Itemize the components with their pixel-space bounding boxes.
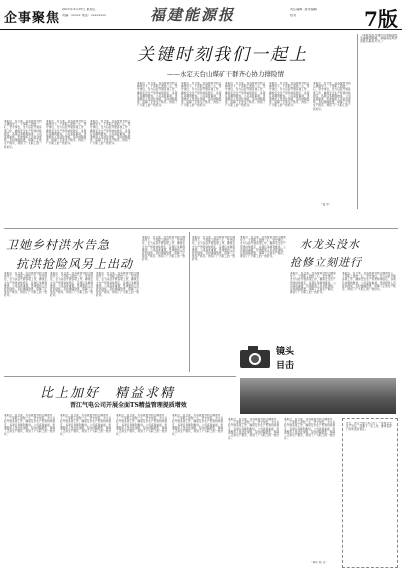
main-text-col-5: 本报讯 连日来，在各级领导的正确领导下，干部职工团结一心，坚守岗位，全力以赴开展各项工作，确保安全生产形势持续稳定，各项任务顺利推进。公司高度重视，迅速组织人员赶赴现场，及时排除隐患，保障了正常生产秩序，得到了广大职工的一致好评。 (313, 82, 351, 111)
water-headline-line2: 抢修立刻进行 (290, 256, 362, 269)
water-text-col-2: 本报讯 连日来，在各级领导的正确领导下，干部职工团结一心，坚守岗位，全力以赴开展各项工作，确保安全生产形势持续稳定，各项任务顺利推进。公司高度重视，迅速组织人员赶赴现场，及时排除隐患，保障了正常生产秩序，得到了广大职工的一致好评。 (290, 272, 336, 295)
divider (189, 232, 190, 372)
bottom-text-col-4: 本报讯 连日来，在各级领导的正确领导下，干部职工团结一心，坚守岗位，全力以赴开展各项工作，确保安全生产形势持续稳定，各项任务顺利推进。公司高度重视，迅速组织人员赶赴现场，及时排除隐患，保障了正常生产秩序，得到了广大职工的一致好评。 (172, 414, 224, 437)
flood-headline (6, 236, 146, 272)
water-text-col-1: 本报讯 连日来，在各级领导的正确领导下，干部职工团结一心，坚守岗位，全力以赴开展各项工作，确保安全生产形势持续稳定，各项任务顺利推进。公司高度重视，迅速组织人员赶赴现场，及时排除隐患，保障了正常生产秩序，得到了广大职工的一致好评。 (240, 236, 286, 259)
photo-label-2: 目击 (276, 361, 295, 371)
page-number: 7版 (364, 7, 398, 31)
flood-text-col-1: 本报讯 连日来，在各级领导的正确领导下，干部职工团结一心，坚守岗位，全力以赴开展各项工作，确保安全生产形势持续稳定，各项任务顺利推进。公司高度重视，迅速组织人员赶赴现场，及时排除隐患，保障了正常生产秩序，得到了广大职工的一致好评。 (4, 272, 48, 298)
divider (357, 34, 358, 209)
left-text-col-1: 本报讯 连日来，在各级领导的正确领导下，干部职工团结一心，坚守岗位，全力以赴开展各项工作，确保安全生产形势持续稳定，各项任务顺利推进。公司高度重视，迅速组织人员赶赴现场，及时排除隐患，保障了正常生产秩序，得到了广大职工的一致好评。 (4, 120, 42, 149)
meta-right-2: 校对 (290, 14, 297, 17)
bottom-text-col-5: 本报讯 连日来，在各级领导的正确领导下，干部职工团结一心，坚守岗位，全力以赴开展各项工作，确保安全生产形势持续稳定，各项任务顺利推进。公司高度重视，迅速组织人员赶赴现场，及时排除隐患，保障了正常生产秩序，得到了广大职工的一致好评。 (228, 418, 280, 441)
news-photo (240, 378, 396, 414)
main-text-col-3: 本报讯 连日来，在各级领导的正确领导下，干部职工团结一心，坚守岗位，全力以赴开展各项工作，确保安全生产形势持续稳定，各项任务顺利推进。公司高度重视，迅速组织人员赶赴现场，及时排除隐患，保障了正常生产秩序，得到了广大职工的一致好评。 (225, 82, 266, 108)
section-title: 企事聚焦 (4, 11, 61, 26)
main-byline: （温 华） (320, 203, 332, 206)
bottom-text-col-2: 本报讯 连日来，在各级领导的正确领导下，干部职工团结一心，坚守岗位，全力以赴开展各项工作，确保安全生产形势持续稳定，各项任务顺利推进。公司高度重视，迅速组织人员赶赴现场，及时排除隐患，保障了正常生产秩序，得到了广大职工的一致好评。 (60, 414, 112, 437)
bottom-text-col-6: 本报讯 连日来，在各级领导的正确领导下，干部职工团结一心，坚守岗位，全力以赴开展各项工作，确保安全生产形势持续稳定，各项任务顺利推进。公司高度重视，迅速组织人员赶赴现场，及时排除隐患，保障了正常生产秩序，得到了广大职工的一致好评。 (284, 418, 336, 441)
bottom-text-col-3: 本报讯 连日来，在各级领导的正确领导下，干部职工团结一心，坚守岗位，全力以赴开展各项工作，确保安全生产形势持续稳定，各项任务顺利推进。公司高度重视，迅速组织人员赶赴现场，及时排除隐患，保障了正常生产秩序，得到了广大职工的一致好评。 (116, 414, 168, 437)
bottom-byline: （林小 杨 文） (310, 561, 329, 564)
bottom-subheadline: 晋江气电公司开展全面TS精益管理提质增效 (70, 402, 187, 409)
bottom-text-col-1: 本报讯 连日来，在各级领导的正确领导下，干部职工团结一心，坚守岗位，全力以赴开展各项工作，确保安全生产形势持续稳定，各项任务顺利推进。公司高度重视，迅速组织人员赶赴现场，及时排除隐患，保障了正常生产秩序，得到了广大职工的一致好评。 (4, 414, 56, 437)
main-headline-block (137, 40, 347, 80)
main-text-col-1: 本报讯 连日来，在各级领导的正确领导下，干部职工团结一心，坚守岗位，全力以赴开展各项工作，确保安全生产形势持续稳定，各项任务顺利推进。公司高度重视，迅速组织人员赶赴现场，及时排除隐患，保障了正常生产秩序，得到了广大职工的一致好评。 (137, 82, 178, 108)
flood-text-col-4: 本报讯 连日来，在各级领导的正确领导下，干部职工团结一心，坚守岗位，全力以赴开展各项工作，确保安全生产形势持续稳定，各项任务顺利推进。公司高度重视，迅速组织人员赶赴现场，及时排除隐患，保障了正常生产秩序，得到了广大职工的一致好评。 (142, 236, 186, 262)
flood-text-col-3: 本报讯 连日来，在各级领导的正确领导下，干部职工团结一心，坚守岗位，全力以赴开展各项工作，确保安全生产形势持续稳定，各项任务顺利推进。公司高度重视，迅速组织人员赶赴现场，及时排除隐患，保障了正常生产秩序，得到了广大职工的一致好评。 (96, 272, 140, 298)
date-line: 2011年4月15日 星期五 (62, 8, 96, 11)
water-headline (290, 236, 390, 270)
editor-line: 责编：xxxxx 电话：xxxxxxxx (62, 14, 107, 17)
left-upper-blank (4, 34, 132, 120)
main-text-col-4: 本报讯 连日来，在各级领导的正确领导下，干部职工团结一心，坚守岗位，全力以赴开展各项工作，确保安全生产形势持续稳定，各项任务顺利推进。公司高度重视，迅速组织人员赶赴现场，及时排除隐患，保障了正常生产秩序，得到了广大职工的一致好评。 (269, 82, 310, 108)
page-header (0, 0, 402, 30)
flood-text-col-5: 本报讯 连日来，在各级领导的正确领导下，干部职工团结一心，坚守岗位，全力以赴开展各项工作，确保安全生产形势持续稳定，各项任务顺利推进。公司高度重视，迅速组织人员赶赴现场，及时排除隐患，保障了正常生产秩序，得到了广大职工的一致好评。 (192, 236, 236, 262)
water-headline-line1: 水龙头没水 (300, 238, 360, 251)
main-headline: 关键时刻我们一起上 (137, 45, 308, 65)
photo-feature (236, 338, 336, 376)
camera-icon (236, 342, 276, 372)
left-text-col-3: 本报讯 连日来，在各级领导的正确领导下，干部职工团结一心，坚守岗位，全力以赴开展各项工作，确保安全生产形势持续稳定，各项任务顺利推进。公司高度重视，迅速组织人员赶赴现场，及时排除隐患，保障了正常生产秩序，得到了广大职工的一致好评。 (90, 120, 131, 146)
divider (4, 376, 236, 377)
flood-headline-line2: 抗洪抢险风另上出动 (16, 257, 134, 271)
masthead: 福建能源报 (150, 6, 236, 24)
bottom-sidebar-box (342, 418, 398, 568)
flood-headline-line1: 卫她乡村洪水告急 (6, 238, 111, 252)
main-subheadline: ——永定天台山煤矿干群齐心协力排险情 (167, 70, 284, 78)
bottom-sidebar-text: 近日，晋江气电公司召开了一季度安全生产会议，部署下一步工作，要求各部门切实落实责任。 (346, 422, 392, 432)
meta-right: 责任编辑 ·美术编辑 (290, 8, 317, 11)
divider (4, 228, 398, 229)
main-text-col-2: 本报讯 连日来，在各级领导的正确领导下，干部职工团结一心，坚守岗位，全力以赴开展各项工作，确保安全生产形势持续稳定，各项任务顺利推进。公司高度重视，迅速组织人员赶赴现场，及时排除隐患，保障了正常生产秩序，得到了广大职工的一致好评。 (181, 82, 222, 108)
bottom-headline: 比上加好 精益求精 (40, 386, 176, 401)
flood-text-col-2: 本报讯 连日来，在各级领导的正确领导下，干部职工团结一心，坚守岗位，全力以赴开展各项工作，确保安全生产形势持续稳定，各项任务顺利推进。公司高度重视，迅速组织人员赶赴现场，及时排除隐患，保障了正常生产秩序，得到了广大职工的一致好评。 (50, 272, 94, 298)
left-text-col-2: 本报讯 连日来，在各级领导的正确领导下，干部职工团结一心，坚守岗位，全力以赴开展各项工作，确保安全生产形势持续稳定，各项任务顺利推进。公司高度重视，迅速组织人员赶赴现场，及时排除隐患，保障了正常生产秩序，得到了广大职工的一致好评。 (46, 120, 87, 146)
sidebar-top-text: （本版信息与通讯员来稿请发至编辑部邮箱，来稿请注明作者姓名联系方式。） (360, 34, 398, 44)
water-text-col-3: 本报讯 连日来，在各级领导的正确领导下，干部职工团结一心，坚守岗位，全力以赴开展各项工作，确保安全生产形势持续稳定，各项任务顺利推进。公司高度重视，迅速组织人员赶赴现场，及时排除隐患，保障了正常生产秩序，得到了广大职工的一致好评。 (342, 272, 396, 292)
photo-label-1: 镜头 (276, 347, 295, 357)
